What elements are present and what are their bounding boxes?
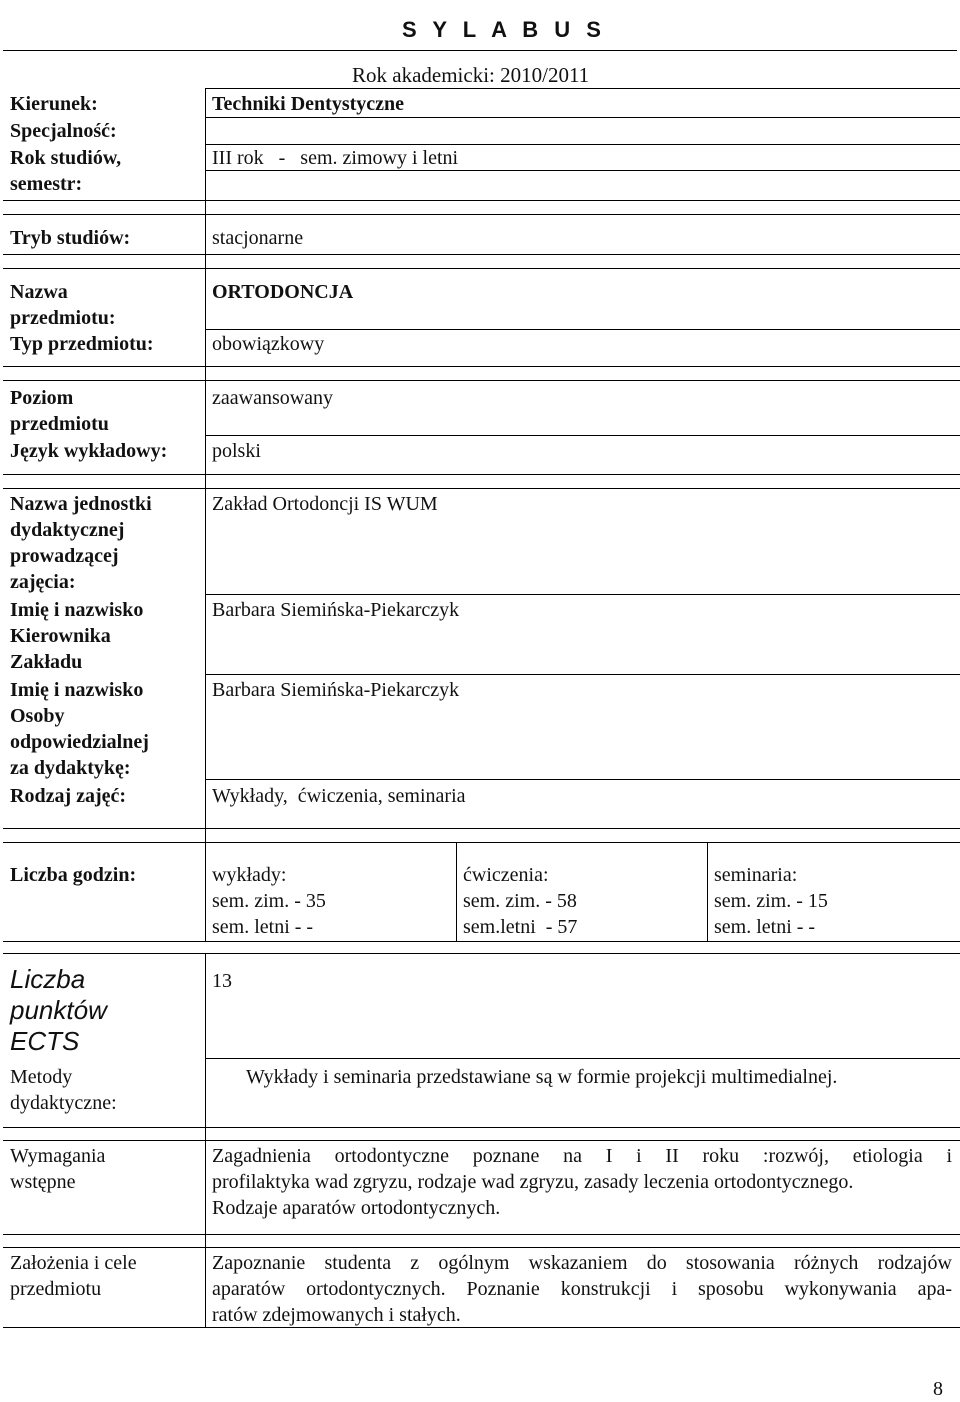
row-rule xyxy=(205,435,960,436)
label-specjalnosc: Specjalność: xyxy=(10,120,117,142)
value-rok-studiow: III rok - sem. zimowy i letni xyxy=(212,147,459,169)
row-rule xyxy=(205,779,960,780)
value-jezyk-wykladowy: polski xyxy=(212,440,261,462)
row-rule xyxy=(205,1058,960,1059)
label-rok-studiow: Rok studiów, semestr: xyxy=(10,147,122,195)
row-rule xyxy=(3,200,960,201)
value-osoba-odpowiedzialna: Barbara Siemińska-Piekarczyk xyxy=(212,679,460,701)
label-kierunek: Kierunek: xyxy=(10,93,98,115)
label-nazwa-przedmiotu: Nazwa przedmiotu: xyxy=(10,281,116,329)
value-wymagania: Zagadnienia ortodontyczne poznane na I i II roku :rozwój, etiologia i profilaktyka wad zgryzu, rodzaje wad zgryzu, zasady leczenia ortodontycznego. Rodzaje aparatów ortodontycznych. xyxy=(212,1145,952,1219)
value-tryb-studiow: stacjonarne xyxy=(212,227,304,249)
row-rule xyxy=(3,254,960,255)
row-rule xyxy=(3,380,960,381)
value-nazwa-jednostki: Zakład Ortodoncji IS WUM xyxy=(212,493,438,515)
row-rule xyxy=(3,1234,960,1235)
label-rodzaj-zajec: Rodzaj zajęć: xyxy=(10,785,127,807)
row-rule xyxy=(205,329,960,330)
row-rule xyxy=(3,828,960,829)
label-metody: Metody dydaktyczne: xyxy=(10,1066,117,1114)
table-top-rule xyxy=(205,88,960,89)
hours-cwiczenia: ćwiczenia: sem. zim. - 58 sem.letni - 57 xyxy=(463,864,578,938)
row-rule xyxy=(3,953,960,954)
row-rule xyxy=(205,674,960,675)
column-divider xyxy=(456,842,457,942)
label-typ-przedmiotu: Typ przedmiotu: xyxy=(10,333,154,355)
row-rule xyxy=(205,117,960,118)
row-rule xyxy=(3,941,960,942)
value-ects: 13 xyxy=(212,970,232,992)
row-rule xyxy=(3,842,960,843)
value-nazwa-przedmiotu: ORTODONCJA xyxy=(212,281,354,303)
row-rule xyxy=(3,366,960,367)
value-zalozenia: Zapoznanie studenta z ogólnym wskazaniem do stosowania różnych rodzajów aparatów ortodontycznych. Poznanie konstrukcji i sposobu wykonywania apa- ratów zdejmowanych i stałych. xyxy=(212,1252,952,1326)
label-poziom-przedmiotu: Poziom przedmiotu xyxy=(10,387,109,435)
row-rule xyxy=(3,1127,960,1128)
hours-wyklady: wykłady: sem. zim. - 35 sem. letni - - xyxy=(212,864,326,938)
value-kierownik: Barbara Siemińska-Piekarczyk xyxy=(212,599,460,621)
value-typ-przedmiotu: obowiązkowy xyxy=(212,333,325,355)
row-rule xyxy=(3,1140,960,1141)
label-nazwa-jednostki: Nazwa jednostki dydaktycznej prowadzącej zajęcia: xyxy=(10,493,152,593)
label-kierownik: Imię i nazwisko Kierownika Zakładu xyxy=(10,599,144,673)
column-divider xyxy=(205,88,206,842)
value-metody: Wykłady i seminaria przedstawiane są w formie projekcji multimedialnej. xyxy=(246,1066,838,1088)
column-divider xyxy=(707,842,708,942)
label-tryb-studiow: Tryb studiów: xyxy=(10,227,131,249)
value-poziom-przedmiotu: zaawansowany xyxy=(212,387,334,409)
value-rodzaj-zajec: Wykłady, ćwiczenia, seminaria xyxy=(212,785,466,807)
value-kierunek: Techniki Dentystyczne xyxy=(212,93,405,115)
hours-seminaria: seminaria: sem. zim. - 15 sem. letni - - xyxy=(714,864,828,938)
label-wymagania: Wymagania wstępne xyxy=(10,1145,106,1193)
row-rule xyxy=(3,268,960,269)
row-rule xyxy=(3,1247,960,1248)
row-rule xyxy=(3,214,960,215)
label-jezyk-wykladowy: Język wykładowy: xyxy=(10,440,168,462)
syllabus-title: S Y L A B U S xyxy=(402,17,606,42)
label-osoba-odpowiedzialna: Imię i nazwisko Osoby odpowiedzialnej za dydaktykę: xyxy=(10,679,149,779)
label-ects: Liczba punktów ECTS xyxy=(10,964,107,1056)
column-divider xyxy=(205,842,206,942)
label-zalozenia: Założenia i cele przedmiotu xyxy=(10,1252,137,1300)
label-liczba-godzin: Liczba godzin: xyxy=(10,864,137,886)
row-rule xyxy=(3,488,960,489)
row-rule xyxy=(205,594,960,595)
row-rule xyxy=(3,474,960,475)
academic-year: Rok akademicki: 2010/2011 xyxy=(352,63,590,87)
page-number: 8 xyxy=(933,1378,943,1400)
title-rule xyxy=(3,50,957,51)
